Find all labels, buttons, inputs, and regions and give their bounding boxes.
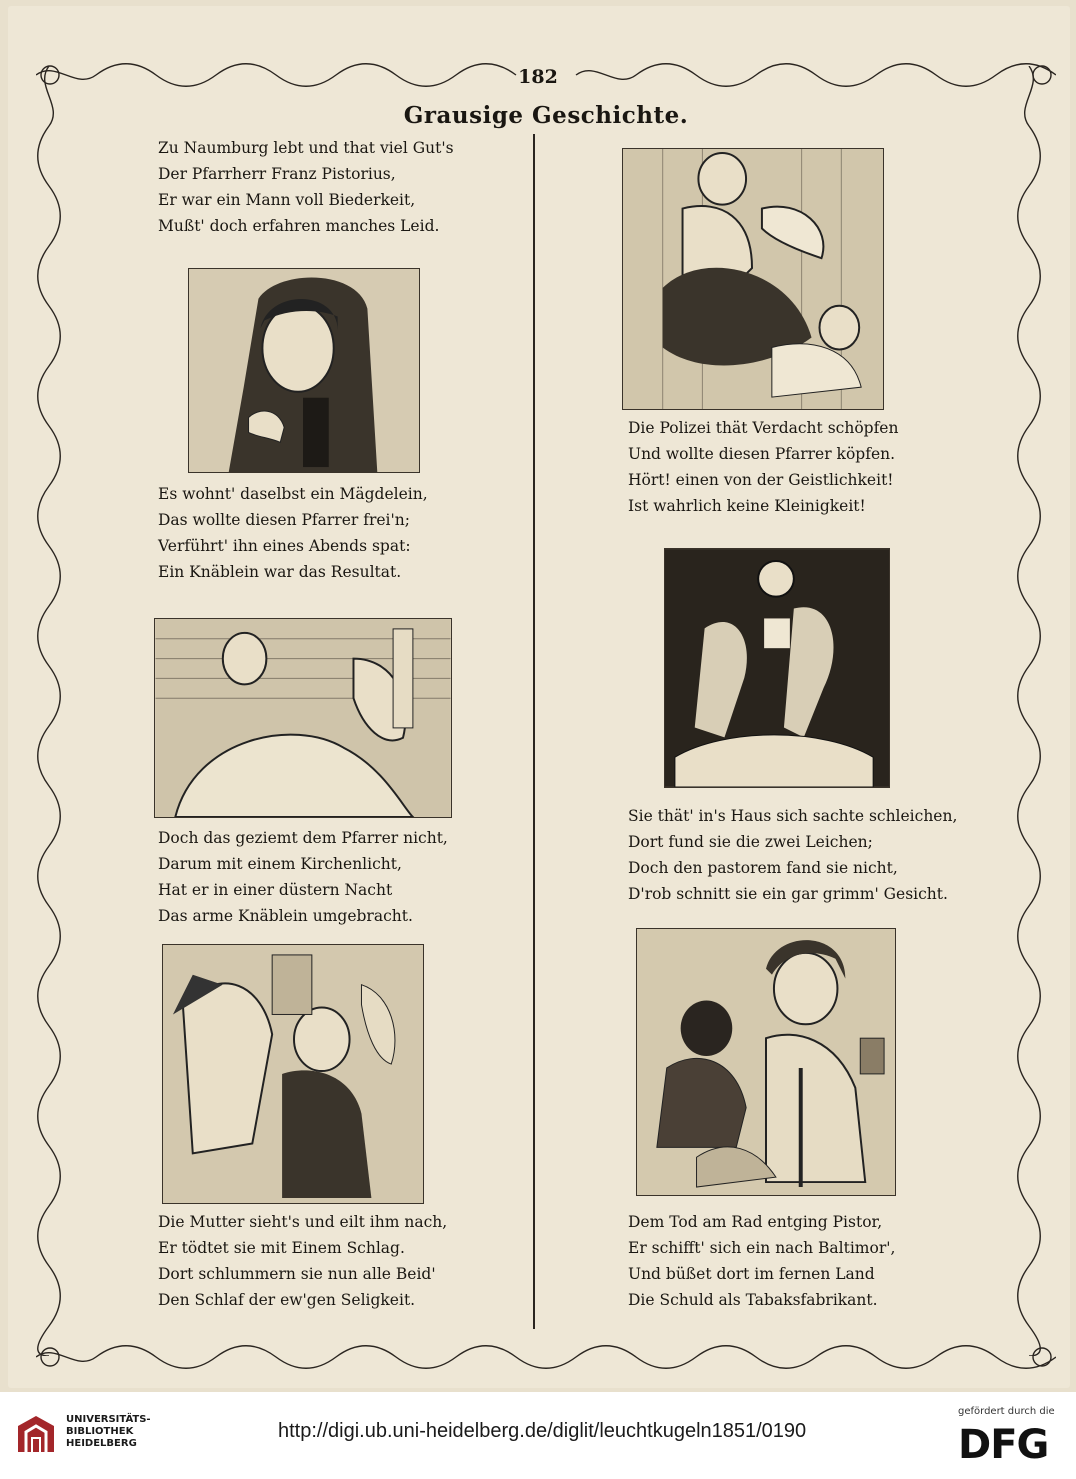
illustration-tobacco	[636, 928, 896, 1196]
illustration-pastor	[188, 268, 420, 473]
funder-label: gefördert durch die	[958, 1406, 1055, 1417]
verse-line: Ist wahrlich keine Kleinigkeit!	[628, 497, 866, 515]
dfg-logo: DFG	[958, 1422, 1049, 1468]
verse-line: Mußt' doch erfahren manches Leid.	[158, 217, 440, 235]
verse-line: Und büßet dort im fernen Land	[628, 1265, 875, 1283]
right-stanza-1	[628, 418, 898, 522]
verse-line: Er schifft' sich ein nach Baltimor',	[628, 1239, 896, 1257]
page-number: 182	[518, 66, 558, 88]
library-name	[66, 1414, 151, 1450]
verse-line: Das arme Knäblein umgebracht.	[158, 907, 413, 925]
verse-line: Die Schuld als Tabaksfabrikant.	[628, 1291, 878, 1309]
verse-line: Ein Knäblein war das Resultat.	[158, 563, 402, 581]
verse-line: Er war ein Mann voll Biederkeit,	[158, 191, 416, 209]
library-line: HEIDELBERG	[66, 1438, 137, 1449]
left-stanza-1	[158, 138, 454, 242]
left-stanza-4	[158, 1212, 447, 1316]
verse-line: Der Pfarrherr Franz Pistorius,	[158, 165, 396, 183]
right-ornament-icon	[1012, 66, 1046, 1356]
verse-line: Verführt' ihn eines Abends spat:	[158, 537, 411, 555]
verse-line: Dort schlummern sie nun alle Beid'	[158, 1265, 436, 1283]
verse-line: Es wohnt' daselbst ein Mägdelein,	[158, 485, 428, 503]
verse-line: Dem Tod am Rad entging Pistor,	[628, 1213, 883, 1231]
verse-line: Die Polizei thät Verdacht schöpfen	[628, 419, 899, 437]
left-stanza-2	[158, 484, 428, 588]
verse-line: Und wollte diesen Pfarrer köpfen.	[628, 445, 896, 463]
verse-line: Die Mutter sieht's und eilt ihm nach,	[158, 1213, 448, 1231]
verse-line: Doch das geziemt dem Pfarrer nicht,	[158, 829, 448, 847]
verse-line: D'rob schnitt sie ein gar grimm' Gesicht.	[628, 885, 948, 903]
verse-line: Doch den pastorem fand sie nicht,	[628, 859, 898, 877]
verse-line: Dort fund sie die zwei Leichen;	[628, 833, 873, 851]
left-ornament-icon	[32, 66, 66, 1356]
library-line: BIBLIOTHEK	[66, 1426, 134, 1437]
illustration-mother	[162, 944, 424, 1204]
verse-line: Den Schlaf der ew'gen Seligkeit.	[158, 1291, 416, 1309]
illustration-angels	[622, 148, 884, 410]
right-stanza-3	[628, 1212, 895, 1316]
illustration-bedroom	[154, 618, 452, 818]
illustration-police	[664, 548, 890, 788]
footer	[0, 1392, 1076, 1479]
column-divider	[533, 134, 535, 1329]
page-paper	[8, 6, 1070, 1388]
verse-line: Das wollte diesen Pfarrer frei'n;	[158, 511, 410, 529]
ub-heidelberg-logo-icon	[14, 1412, 58, 1456]
verse-line: Darum mit einem Kirchenlicht,	[158, 855, 402, 873]
permalink-url[interactable]: http://digi.ub.uni-heidelberg.de/diglit/leuchtkugeln1851/0190	[278, 1420, 807, 1442]
verse-line: Zu Naumburg lebt und that viel Gut's	[158, 139, 454, 157]
verse-line: Er tödtet sie mit Einem Schlag.	[158, 1239, 405, 1257]
page-title: Grausige Geschichte.	[403, 102, 689, 129]
left-stanza-3	[158, 828, 448, 932]
verse-line: Hört! einen von der Geistlichkeit!	[628, 471, 894, 489]
right-stanza-2	[628, 806, 957, 910]
verse-line: Hat er in einer düstern Nacht	[158, 881, 393, 899]
library-line: UNIVERSITÄTS-	[66, 1414, 151, 1425]
verse-line: Sie thät' in's Haus sich sachte schleichen,	[628, 807, 958, 825]
bottom-ornament-icon	[36, 1340, 1056, 1374]
